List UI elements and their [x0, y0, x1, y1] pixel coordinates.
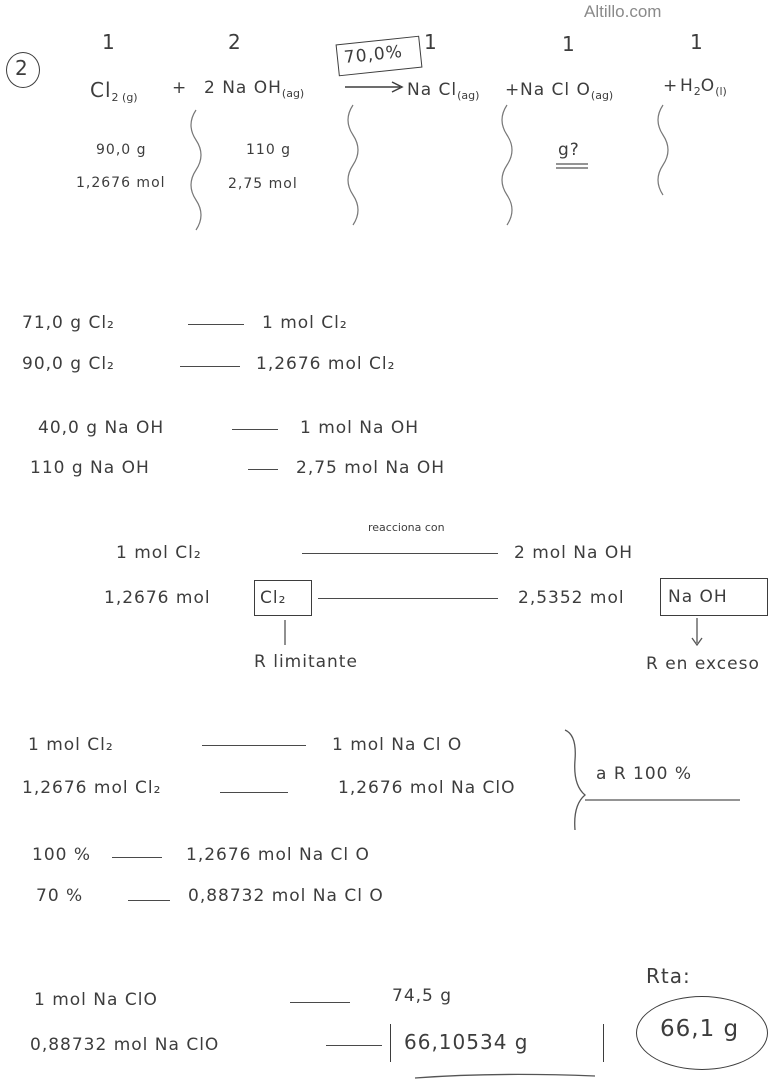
naoh-mass: 110 g	[246, 142, 292, 158]
y100-row1-right: 1 mol Na Cl O	[332, 735, 463, 755]
mass-row1-left: 1 mol Na ClO	[34, 990, 158, 1010]
coef-cl2: 1	[102, 30, 116, 54]
coef-naclo: 1	[562, 32, 576, 56]
y100-row2-right: 1,2676 mol Na ClO	[338, 778, 516, 798]
limit-row2-dash	[318, 598, 498, 599]
y70-row2-right: 0,88732 mol Na Cl O	[188, 886, 384, 906]
plus-sign-2: +	[505, 80, 521, 100]
y100-note: a R 100 %	[596, 764, 693, 784]
naoh-mol: 2,75 mol	[228, 176, 298, 192]
limit-row1-dash	[302, 553, 498, 554]
excess-label: R en exceso	[646, 654, 760, 674]
limiting-label: R limitante	[254, 652, 358, 672]
coef-h2o: 1	[690, 30, 704, 54]
plus-sign-1: +	[172, 78, 188, 98]
y100-row1-dash	[202, 745, 306, 746]
yield-value: 70,0%	[343, 41, 404, 69]
answer-label: Rta:	[646, 964, 691, 988]
product-h2o: $H_2O_{(l)}$	[680, 76, 727, 98]
molar-row1-right: 1 mol Cl₂	[262, 313, 348, 333]
y70-row1-right: 1,2676 mol Na Cl O	[186, 845, 370, 865]
product-nacl: Na $Cl_{(ag)}$	[407, 80, 480, 102]
molar-row2-left: 90,0 g Cl₂	[22, 354, 115, 374]
y70-row2-left: 70 %	[36, 886, 84, 906]
limit-row2-left: 1,2676 mol	[104, 588, 211, 608]
molar-row3-left: 40,0 g Na OH	[38, 418, 165, 438]
y100-row2-dash	[220, 792, 288, 793]
molar-row3-right: 1 mol Na OH	[300, 418, 420, 438]
problem-number: 2	[15, 56, 29, 80]
molar-row3-dash	[232, 429, 278, 430]
mass-row1-dash	[290, 1002, 350, 1003]
molar-row2-right: 1,2676 mol Cl₂	[256, 354, 396, 374]
molar-row4-left: 110 g Na OH	[30, 458, 150, 478]
unknown-mass: g?	[558, 140, 580, 160]
coef-naoh: 2	[228, 30, 242, 54]
limit-row1-right: 2 mol Na OH	[514, 543, 634, 563]
y100-row1-left: 1 mol Cl₂	[28, 735, 114, 755]
y70-row1-dash	[112, 857, 162, 858]
limit-row1-mid: reacciona con	[368, 521, 445, 534]
limit-row1-left: 1 mol Cl₂	[116, 543, 202, 563]
plus-sign-3: +	[663, 76, 679, 96]
mass-row1-right: 74,5 g	[392, 986, 453, 1006]
coef-nacl: 1	[424, 30, 438, 54]
cl2-mass: 90,0 g	[96, 142, 147, 158]
mass-row2-dash	[326, 1045, 382, 1046]
cl2-mol: 1,2676 mol	[76, 175, 166, 191]
y70-row1-left: 100 %	[32, 845, 92, 865]
watermark: Altillo.com	[584, 2, 662, 21]
molar-row4-right: 2,75 mol Na OH	[296, 458, 446, 478]
limit-row2-right: 2,5352 mol	[518, 588, 625, 608]
molar-row1-dash	[188, 324, 244, 325]
mass-row2-right: 66,10534 g	[404, 1030, 529, 1054]
mass-row2-left: 0,88732 mol Na ClO	[30, 1035, 220, 1055]
molar-row2-dash	[180, 366, 240, 367]
limit-row2-boxed-right: Na OH	[668, 587, 728, 607]
y100-row2-left: 1,2676 mol Cl₂	[22, 778, 162, 798]
answer-value: 66,1 g	[660, 1016, 740, 1042]
limit-row2-boxed-left: Cl₂	[260, 588, 287, 608]
product-naclo: Na Cl $O_{(ag)}$	[520, 80, 614, 102]
reactant-naoh: 2 Na $OH_{(ag)}$	[204, 78, 305, 100]
molar-row4-dash	[248, 469, 278, 470]
y70-row2-dash	[128, 900, 170, 901]
molar-row1-left: 71,0 g Cl₂	[22, 313, 115, 333]
reactant-cl2: $Cl_{2 (g)}$	[90, 78, 138, 104]
